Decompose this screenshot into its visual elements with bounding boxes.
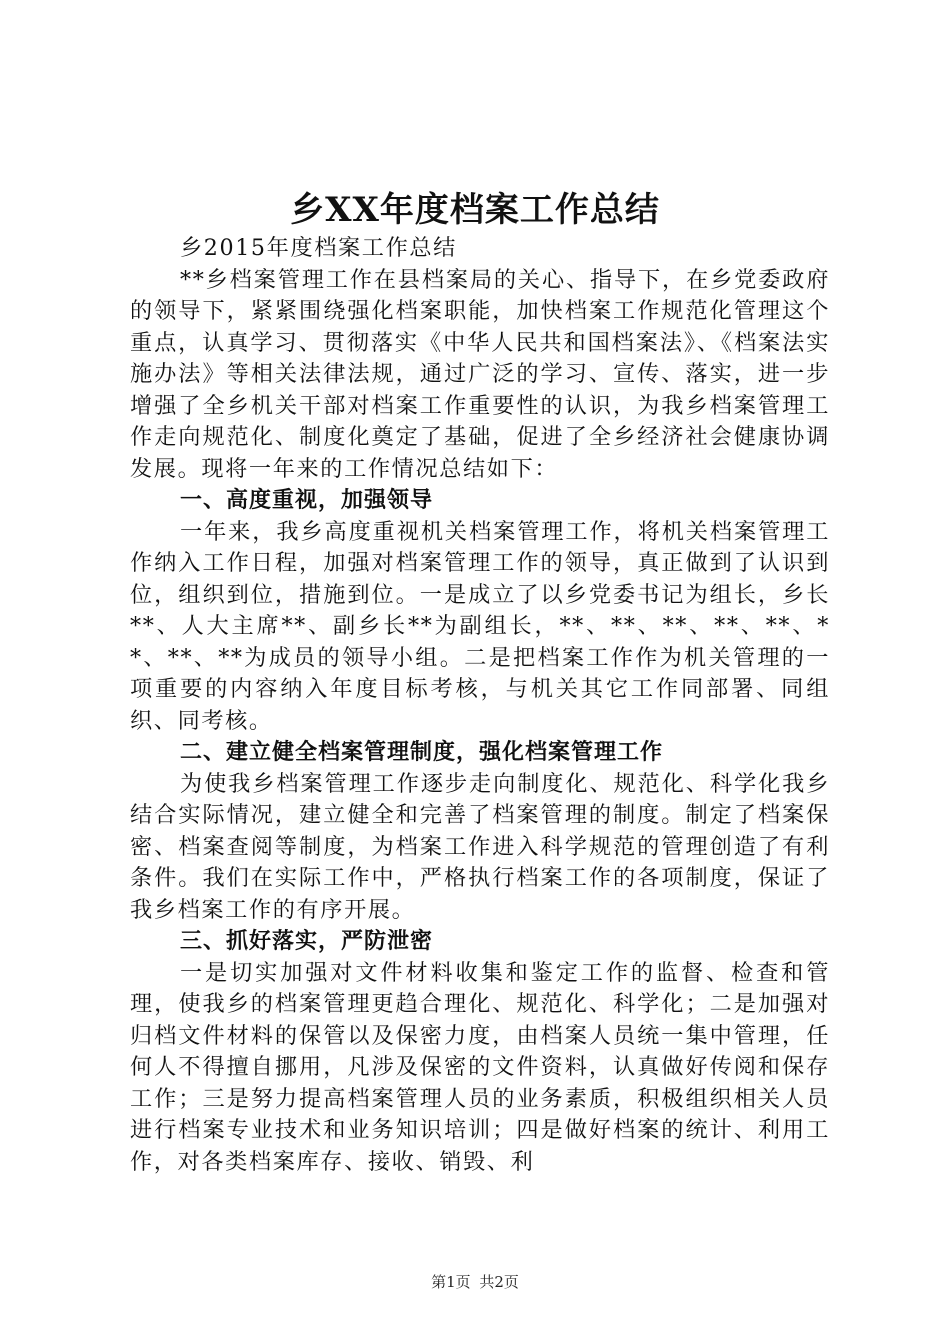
document-title: 乡XX年度档案工作总结 (290, 190, 660, 230)
section-paragraph-1: 一年来，我乡高度重视机关档案管理工作，将机关档案管理工作纳入工作日程，加强对档案管理工作的领导，真正做到了认识到位，组织到位，措施到位。一是成立了以乡党委书记为组长，乡长**、人大主席**、副乡长**为副组长，**、**、**、**、**、**、**、**为成员的领导小组。二是把档案工作作为机关管理的一项重要的内容纳入年度目标考核，与机关其它工作同部署、同组织、同考核。 (130, 518, 830, 734)
document-subtitle: 乡2015年度档案工作总结 (180, 235, 457, 261)
document-body (130, 233, 830, 1178)
page-total: 共2页 (479, 1273, 519, 1291)
section-heading-2: 二、建立健全档案管理制度，强化档案管理工作 (180, 740, 664, 765)
section-heading-3: 三、抓好落实，严防泄密 (180, 929, 434, 954)
section-heading-1: 一、高度重视，加强领导 (180, 488, 434, 513)
section-paragraph-3: 一是切实加强对文件材料收集和鉴定工作的监督、检查和管理，使我乡的档案管理更趋合理化、规范化、科学化；二是加强对归档文件材料的保管以及保密力度，由档案人员统一集中管理，任何人不得擅自挪用，凡涉及保密的文件资料，认真做好传阅和保存工作；三是努力提高档案管理人员的业务素质，积极组织相关人员进行档案专业技术和业务知识培训；四是做好档案的统计、利用工作，对各类档案库存、接收、销毁、利 (130, 959, 830, 1175)
section-paragraph-2: 为使我乡档案管理工作逐步走向制度化、规范化、科学化我乡结合实际情况，建立健全和完善了档案管理的制度。制定了档案保密、档案查阅等制度，为档案工作进入科学规范的管理创造了有利条件。我们在实际工作中，严格执行档案工作的各项制度，保证了我乡档案工作的有序开展。 (130, 770, 830, 923)
page-footer (0, 1272, 950, 1292)
intro-paragraph: **乡档案管理工作在县档案局的关心、指导下，在乡党委政府的领导下，紧紧围绕强化档案职能，加快档案工作规范化管理这个重点，认真学习、贯彻落实《中华人民共和国档案法》、《档案法实施办法》等相关法律法规，通过广泛的学习、宣传、落实，进一步增强了全乡机关干部对档案工作重要性的认识，为我乡档案管理工作走向规范化、制度化奠定了基础，促进了全乡经济社会健康协调发展。现将一年来的工作情况总结如下： (130, 266, 830, 482)
page-number: 第1页 (431, 1273, 471, 1291)
